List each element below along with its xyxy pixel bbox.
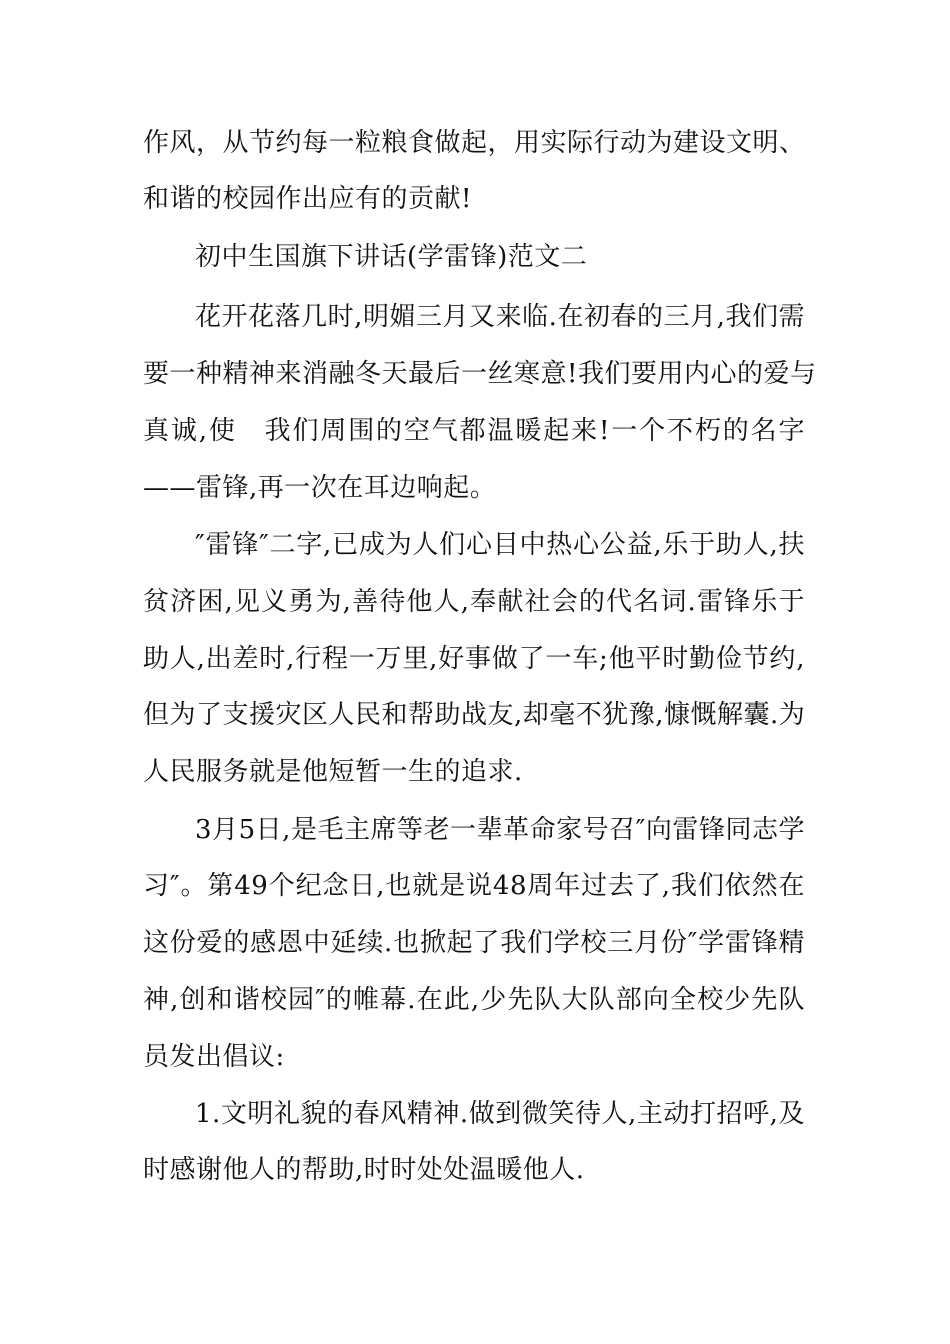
text-line: 贫济困,见义勇为,善待他人,奉献社会的代名词.雷锋乐于 (143, 587, 805, 617)
text-line: 3月5日,是毛主席等老一辈革命家号召″向雷锋同志学 (195, 815, 805, 845)
text-line: 和谐的校园作出应有的贡献! (143, 184, 472, 214)
text-line: 1.文明礼貌的春风精神.做到微笑待人,主动打招呼,及 (195, 1099, 805, 1129)
text-line: ″雷锋″二字,已成为人们心目中热心公益,乐于助人,扶 (195, 530, 805, 560)
text-line: 作风，从节约每一粒粮食做起，用实际行动为建设文明、 (143, 128, 806, 158)
text-line: 但为了支援灾区人民和帮助战友,却毫不犹豫,慷慨解囊.为 (143, 700, 806, 730)
text-line: 真诚,使 我们周围的空气都温暖起来!一个不朽的名字 (143, 416, 805, 446)
text-line: 时感谢他人的帮助,时时处处温暖他人. (143, 1155, 585, 1185)
text-line: 要一种精神来消融冬天最后一丝寒意!我们要用内心的爱与 (143, 359, 817, 389)
text-line: 习″。第49个纪念日,也就是说48周年过去了,我们依然在 (143, 871, 805, 901)
section-heading: 初中生国旗下讲话(学雷锋)范文二 (195, 242, 588, 272)
text-line: 人民服务就是他短暂一生的追求. (143, 757, 523, 787)
text-line: 这份爱的感恩中延续.也掀起了我们学校三月份″学雷锋精 (143, 928, 805, 958)
text-line: 助人,出差时,行程一万里,好事做了一车;他平时勤俭节约, (143, 644, 805, 674)
text-line: 员发出倡议: (143, 1042, 285, 1072)
text-line: 神,创和谐校园″的帷幕.在此,少先队大队部向全校少先队 (143, 985, 805, 1015)
text-line: 花开花落几时,明媚三月又来临.在初春的三月,我们需 (195, 302, 805, 332)
text-line: ——雷锋,再一次在耳边响起。 (143, 473, 497, 503)
